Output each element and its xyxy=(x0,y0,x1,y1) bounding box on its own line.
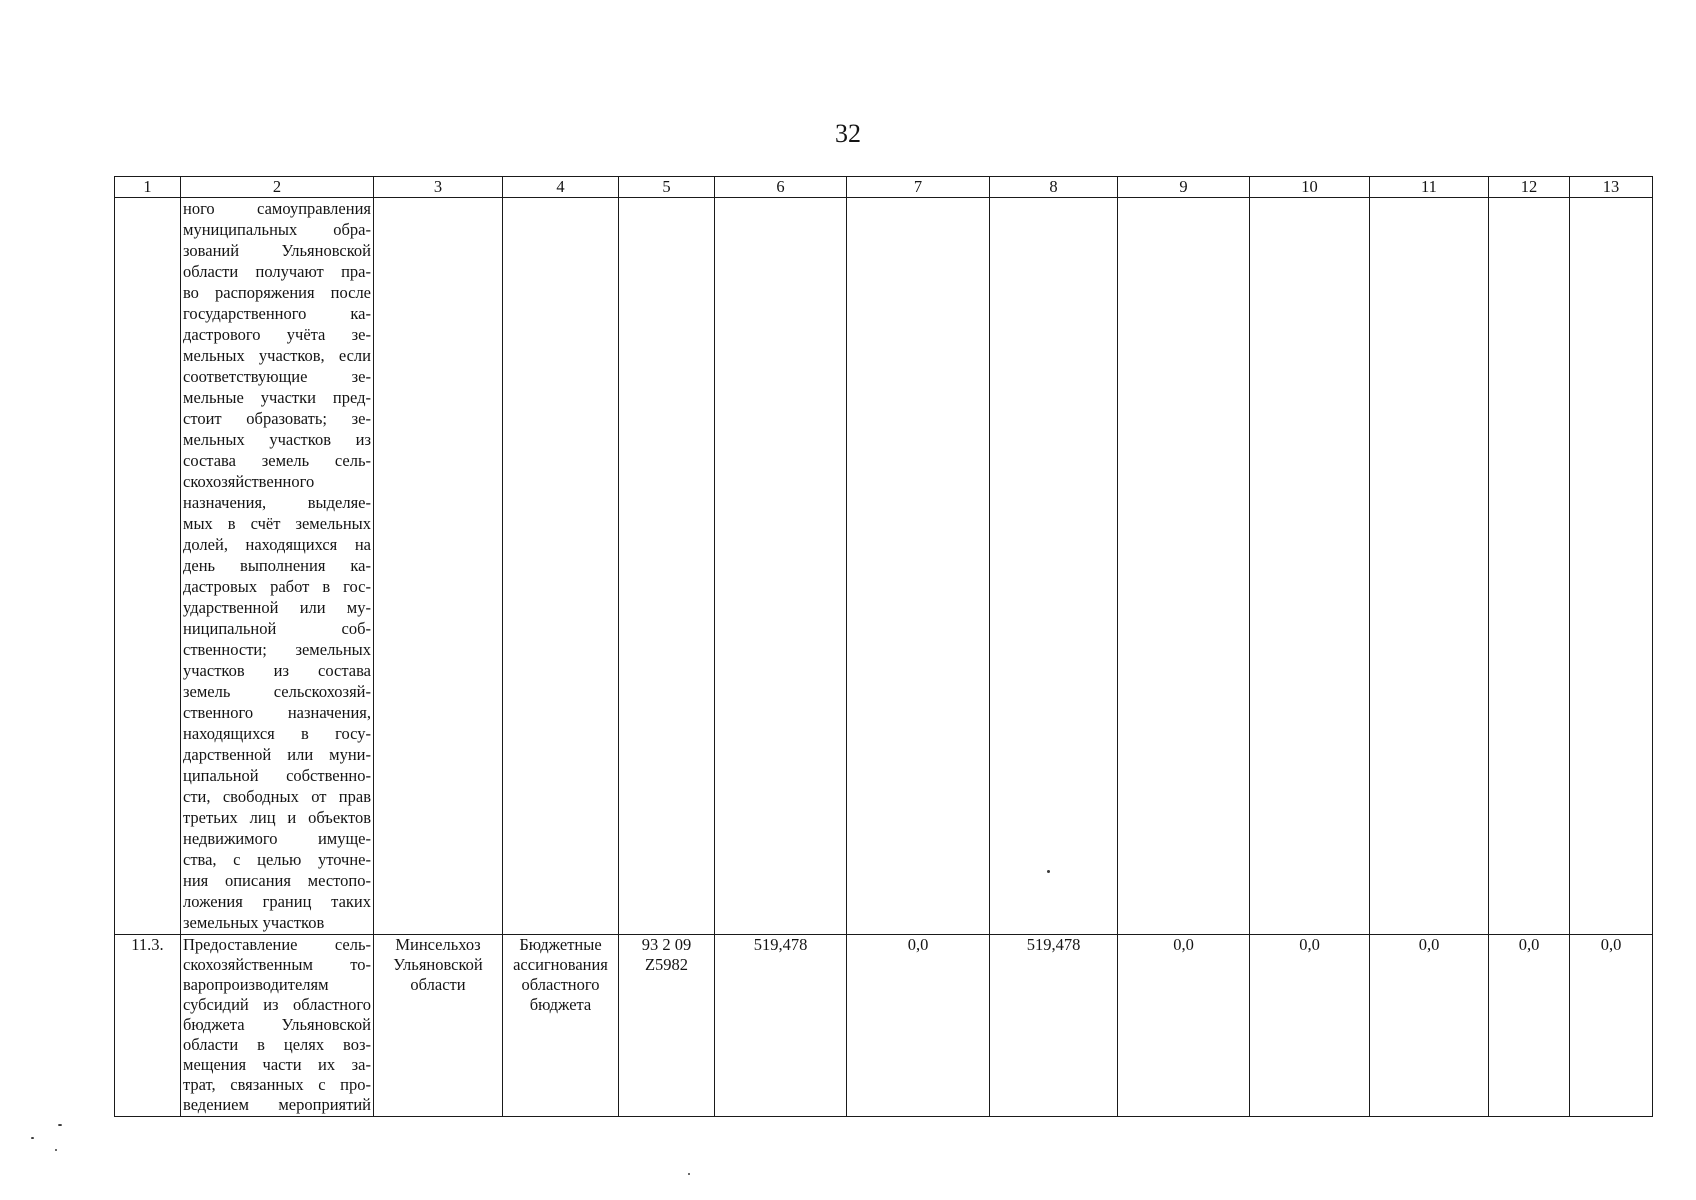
header-cell: 2 xyxy=(181,177,374,198)
description-line: скохозяйственным то- xyxy=(183,955,371,974)
description-line: состава земель сель- xyxy=(183,451,371,470)
row2-col12-value: 0,0 xyxy=(1489,935,1570,1117)
row1-col11-cell xyxy=(1370,198,1489,935)
funding-source-line: областного xyxy=(521,975,600,994)
funding-source-line: бюджета xyxy=(529,995,592,1014)
description-line: участков из состава xyxy=(183,661,371,680)
table-row xyxy=(115,198,1653,935)
funding-source-line: ассигнования xyxy=(513,955,608,974)
row1-col12-cell xyxy=(1489,198,1570,935)
row2-col13-value: 0,0 xyxy=(1570,935,1653,1117)
row1-col5-cell xyxy=(619,198,715,935)
header-cell: 10 xyxy=(1250,177,1370,198)
description-line: третьих лиц и объектов xyxy=(183,808,371,827)
row1-col4-cell xyxy=(503,198,619,935)
description-line: субсидий из областного xyxy=(183,995,371,1014)
row2-budget-code-cell xyxy=(619,935,715,1117)
description-line: день выполнения ка- xyxy=(183,556,371,575)
row2-funding-source-cell xyxy=(503,935,619,1117)
budget-table xyxy=(114,176,1653,1117)
header-cell: 11 xyxy=(1370,177,1489,198)
description-line: мельных участков, если xyxy=(183,346,371,365)
description-line: ственного назначения, xyxy=(183,703,371,722)
funding-source-line: Бюджетные xyxy=(519,935,602,954)
description-line: земельных участков xyxy=(183,913,325,932)
header-cell: 3 xyxy=(374,177,503,198)
description-line: ударственной или му- xyxy=(183,598,371,617)
row1-col10-cell xyxy=(1250,198,1370,935)
table-row xyxy=(115,935,1653,1117)
header-row xyxy=(115,177,1653,198)
row2-col10-value: 0,0 xyxy=(1250,935,1370,1117)
description-line: сти, свободных от прав xyxy=(183,787,371,806)
header-cell: 1 xyxy=(115,177,181,198)
description-line: ственности; земельных xyxy=(183,640,371,659)
row1-col9-cell xyxy=(1118,198,1250,935)
executor-line: области xyxy=(410,975,466,994)
description-line: мых в счёт земельных xyxy=(183,514,371,533)
description-line: во распоряжения после xyxy=(183,283,371,302)
row2-col7-value: 0,0 xyxy=(847,935,990,1117)
description-line: ниципальной соб- xyxy=(183,619,371,638)
description-line: области в целях воз- xyxy=(183,1035,371,1054)
row2-executor-cell xyxy=(374,935,503,1117)
description-line: ципальной собственно- xyxy=(183,766,371,785)
row1-col7-cell xyxy=(847,198,990,935)
header-cell: 8 xyxy=(990,177,1118,198)
row2-col8-value: 519,478 xyxy=(990,935,1118,1117)
row2-col9-value: 0,0 xyxy=(1118,935,1250,1117)
header-cell: 7 xyxy=(847,177,990,198)
executor-line: Минсельхоз xyxy=(395,935,481,954)
description-line: муниципальных обра- xyxy=(183,220,371,239)
description-line: стоит образовать; зе- xyxy=(183,409,371,428)
row1-col13-cell xyxy=(1570,198,1653,935)
description-line: области получают пра- xyxy=(183,262,371,281)
scan-speck xyxy=(55,1149,57,1151)
header-cell: 13 xyxy=(1570,177,1653,198)
description-line: соответствующие зе- xyxy=(183,367,371,386)
description-line: варопроизводителям xyxy=(183,975,329,994)
row1-col1-cell xyxy=(115,198,181,935)
description-line: дарственной или муни- xyxy=(183,745,371,764)
row1-col8-cell xyxy=(990,198,1118,935)
executor-line: Ульяновской xyxy=(393,955,483,974)
row2-col11-value: 0,0 xyxy=(1370,935,1489,1117)
description-line: ния описания местопо- xyxy=(183,871,371,890)
budget-code-line: Z5982 xyxy=(644,955,689,974)
row1-description-cell xyxy=(181,198,374,935)
scan-speck xyxy=(58,1124,62,1126)
description-line: дастровых работ в гос- xyxy=(183,577,371,596)
scan-speck xyxy=(1047,870,1050,873)
description-line: трат, связанных с про- xyxy=(183,1075,371,1094)
description-line: мещения части их за- xyxy=(183,1055,371,1074)
description-line: государственного ка- xyxy=(183,304,371,323)
description-line: ства, с целью уточне- xyxy=(183,850,371,869)
description-line: зований Ульяновской xyxy=(183,241,371,260)
row1-col3-cell xyxy=(374,198,503,935)
scan-speck xyxy=(31,1137,34,1139)
description-line: мельные участки пред- xyxy=(183,388,371,407)
row2-description-cell xyxy=(181,935,374,1117)
description-line: земель сельскохозяй- xyxy=(183,682,371,701)
description-line: долей, находящихся на xyxy=(183,535,371,554)
description-line: дастрового учёта зе- xyxy=(183,325,371,344)
row2-col6-value: 519,478 xyxy=(715,935,847,1117)
header-cell: 5 xyxy=(619,177,715,198)
scan-speck xyxy=(688,1173,690,1175)
header-cell: 12 xyxy=(1489,177,1570,198)
header-cell: 9 xyxy=(1118,177,1250,198)
description-line: недвижимого имуще- xyxy=(183,829,371,848)
description-line: бюджета Ульяновской xyxy=(183,1015,371,1034)
description-line: Предоставление сель- xyxy=(183,935,371,954)
budget-code-line: 93 2 09 xyxy=(641,935,692,954)
description-line: мельных участков из xyxy=(183,430,371,449)
description-line: находящихся в госу- xyxy=(183,724,371,743)
header-cell: 6 xyxy=(715,177,847,198)
description-line: ложения границ таких xyxy=(183,892,371,911)
row1-col6-cell xyxy=(715,198,847,935)
description-line: назначения, выделяе- xyxy=(183,493,371,512)
description-line: скохозяйственного xyxy=(183,472,315,491)
header-cell: 4 xyxy=(503,177,619,198)
page-number: 32 xyxy=(835,119,861,148)
description-line: ного самоуправления xyxy=(183,199,371,218)
description-line: ведением мероприятий xyxy=(183,1095,371,1114)
row2-item-number: 11.3. xyxy=(115,935,181,1117)
